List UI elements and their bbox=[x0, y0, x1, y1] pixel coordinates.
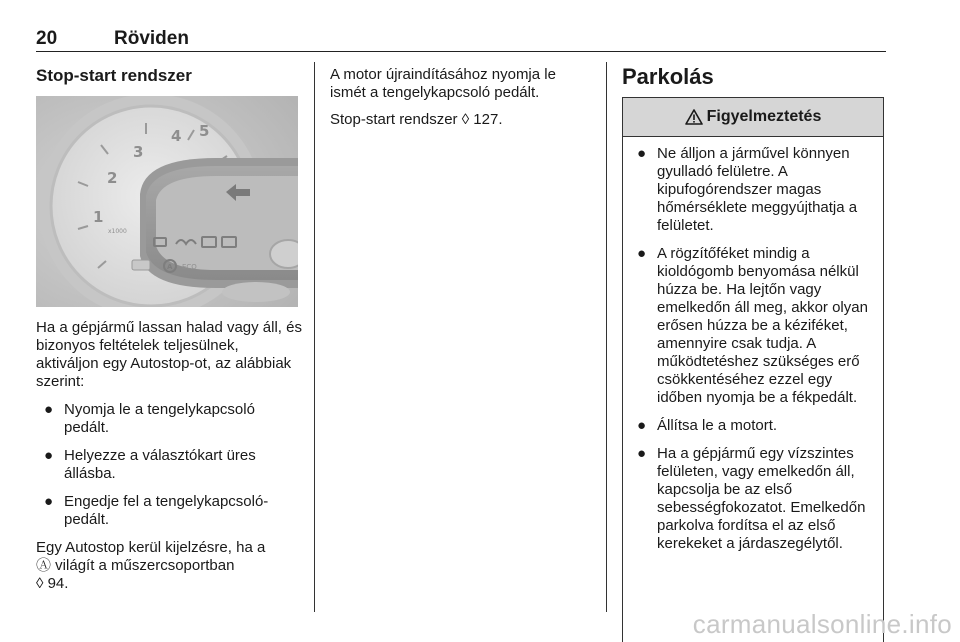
gauge-number: 3 bbox=[133, 143, 144, 161]
list-item bbox=[629, 417, 881, 435]
header-divider bbox=[36, 51, 886, 52]
autostop-text-2: világít a műszercsoportban bbox=[51, 557, 235, 574]
list-item bbox=[36, 493, 304, 529]
chapter-title: Röviden bbox=[114, 28, 189, 49]
page-ref[interactable]: 94. bbox=[43, 575, 69, 592]
page-number: 20 bbox=[36, 28, 58, 49]
left-column-text bbox=[36, 319, 304, 593]
middle-column-text bbox=[330, 66, 590, 129]
bullet: ● bbox=[44, 493, 54, 510]
watermark: carmanualsonline.info bbox=[692, 609, 952, 639]
autostop-steps-list bbox=[36, 401, 304, 529]
list-item-text: Helyezze a választókart üres állásba. bbox=[64, 447, 256, 482]
parking-title: Parkolás bbox=[622, 64, 714, 89]
list-item-text: Ha a gépjármű egy vízszintes felületen, vagy emelkedőn áll, kapcsolja be az első sebességfokozatot. Emelkedőn parkolva fordítsa el az első kerekeket a járdaszegélytől. bbox=[657, 445, 866, 552]
crossref-paragraph bbox=[330, 111, 590, 129]
gauge-number: 4 bbox=[171, 127, 182, 145]
section-title: Stop-start rendszer bbox=[36, 66, 192, 85]
intro-paragraph: Ha a gépjármű lassan halad vagy áll, és bizonyos feltételek teljesülnek, aktiváljon egy Autostop-ot, az alábbiak szerint: bbox=[36, 319, 302, 390]
warning-box bbox=[622, 97, 884, 642]
list-item bbox=[36, 401, 304, 437]
eco-label: ECO bbox=[182, 263, 197, 271]
list-item bbox=[629, 145, 881, 235]
page-ref-icon: ◊ bbox=[36, 575, 44, 592]
list-item bbox=[629, 445, 881, 553]
bullet: ● bbox=[44, 401, 54, 418]
warning-title: Figyelmeztetés bbox=[706, 108, 822, 125]
bullet: ● bbox=[637, 445, 647, 462]
list-item-text: Állítsa le a motort. bbox=[657, 417, 778, 434]
list-item-text: Ne álljon a járművel könnyen gyulladó felületre. A kipufogórendszer magas hőmérséklete meggyújthatja a felületet. bbox=[657, 145, 858, 234]
page-header bbox=[36, 28, 886, 52]
list-item bbox=[36, 447, 304, 483]
list-item-text: Engedje fel a tengelykapcsoló-pedált. bbox=[64, 493, 269, 528]
list-item-text: Nyomja le a tengelykapcsoló pedált. bbox=[64, 401, 255, 436]
bullet: ● bbox=[637, 145, 647, 162]
warning-list bbox=[629, 145, 881, 563]
bullet: ● bbox=[44, 447, 54, 464]
autostop-text: Egy Autostop kerül kijelzésre, ha a bbox=[36, 539, 266, 556]
gauge-number: 1 bbox=[93, 208, 104, 226]
warning-header bbox=[623, 98, 883, 137]
list-item bbox=[629, 245, 881, 407]
autostop-icon: Ⓐ bbox=[36, 557, 52, 574]
bullet: ● bbox=[637, 245, 647, 262]
svg-text:A: A bbox=[167, 263, 173, 271]
crossref-text: Stop-start rendszer bbox=[330, 111, 462, 128]
list-item-text: A rögzítőféket mindig a kioldógomb benyomása nélkül húzza be. Ha lejtőn vagy emelkedőn áll meg, akkor olyan erősen húzza be a kéziféket, amennyire csak tudja. A működtetéshez szükséges erő csökkentéséhez ezzel egy időben nyomja be a fékpedált. bbox=[657, 245, 868, 406]
restart-paragraph: A motor újraindításához nyomja le ismét a tengelykapcsoló pedált. bbox=[330, 66, 556, 101]
gauge-number: 2 bbox=[107, 169, 118, 187]
column-divider-1 bbox=[314, 62, 315, 612]
autostop-paragraph bbox=[36, 539, 304, 593]
instrument-cluster-image bbox=[36, 96, 298, 307]
page-ref-icon: ◊ bbox=[461, 111, 470, 128]
warning-triangle-icon bbox=[685, 109, 703, 125]
column-divider-2 bbox=[606, 62, 607, 612]
bullet: ● bbox=[637, 417, 647, 434]
rpm-label: x1000 bbox=[108, 228, 127, 235]
page-ref[interactable]: 127. bbox=[469, 111, 503, 128]
gauge-number: 5 bbox=[199, 122, 210, 140]
